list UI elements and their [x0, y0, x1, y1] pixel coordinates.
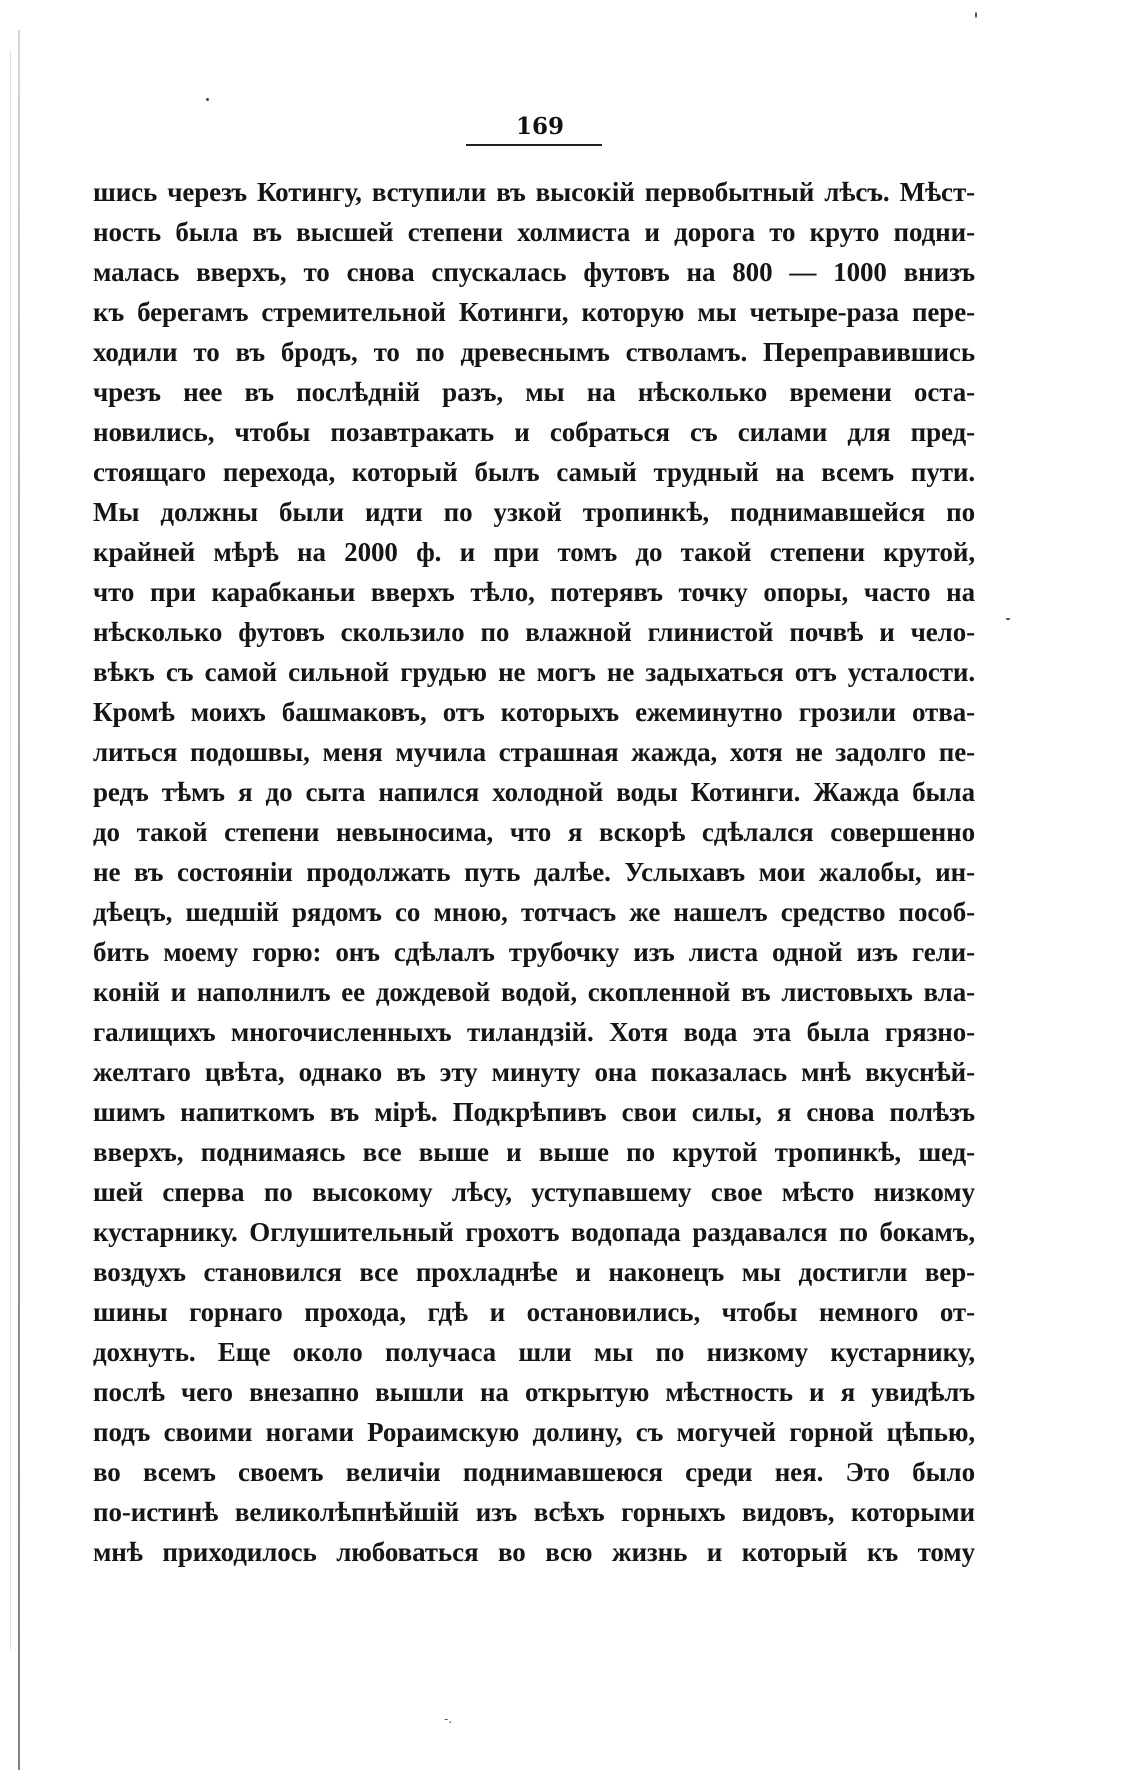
text-line: шись черезъ Котингу, вступили въ высокій первобытный лѣсъ. Мѣст-: [93, 177, 975, 207]
text-line: до такой степени невыносима, что я вскорѣ сдѣлался совершенно: [93, 817, 975, 847]
text-line: что при карабканьи вверхъ тѣло, потерявъ точку опоры, часто на: [93, 577, 975, 607]
text-line: ность была въ высшей степени холмиста и дорога то круто подни-: [93, 217, 975, 247]
text-line: шей сперва по высокому лѣсу, уступавшему свое мѣсто низкому: [93, 1177, 975, 1207]
text-line: послѣ чего внезапно вышли на открытую мѣстность и я увидѣлъ: [93, 1377, 975, 1407]
text-line: стоящаго перехода, который былъ самый трудный на всемъ пути.: [93, 457, 975, 487]
text-line: новились, чтобы позавтракать и собраться съ силами для пред-: [93, 417, 975, 447]
text-line: галищихъ многочисленныхъ тиландзій. Хотя вода эта была грязно-: [93, 1017, 975, 1047]
text-line: Мы должны были идти по узкой тропинкѣ, поднимавшейся по: [93, 497, 975, 527]
text-line: бить моему горю: онъ сдѣлалъ трубочку изъ листа одной изъ гели-: [93, 937, 975, 967]
text-line: нѣсколько футовъ скользило по влажной глинистой почвѣ и чело-: [93, 617, 975, 647]
page-binding-shadow: [10, 50, 11, 1650]
print-speck: [1006, 618, 1010, 620]
text-line: кустарнику. Оглушительный грохотъ водопада раздавался по бокамъ,: [93, 1217, 975, 1247]
text-line: коній и наполнилъ ее дождевой водой, скопленной въ листовыхъ вла-: [93, 977, 975, 1007]
text-line: дохнуть. Еще около получаса шли мы по низкому кустарнику,: [93, 1337, 975, 1367]
body-text: [93, 172, 975, 1572]
page-number: 169: [515, 113, 564, 140]
text-line: вверхъ, поднимаясь все выше и выше по крутой тропинкѣ, шед-: [93, 1137, 975, 1167]
text-line: ходили то въ бродъ, то по древеснымъ стволамъ. Переправившись: [93, 337, 975, 367]
text-line: воздухъ становился все прохладнѣе и наконецъ мы достигли вер-: [93, 1257, 975, 1287]
text-line: подъ своими ногами Рораимскую долину, съ могучей горной цѣпью,: [93, 1417, 975, 1447]
page-number-underline: [466, 144, 602, 146]
text-line: малась вверхъ, то снова спускалась футовъ на 800 — 1000 внизъ: [93, 257, 975, 287]
text-line: къ берегамъ стремительной Котинги, которую мы четыре-раза пере-: [93, 297, 975, 327]
text-line: не въ состояніи продолжать путь далѣе. Услыхавъ мои жалобы, ин-: [93, 857, 975, 887]
print-speck: [206, 98, 209, 101]
page-binding-edge: [18, 30, 20, 1770]
text-line: шины горнаго прохода, гдѣ и остановились, чтобы немного от-: [93, 1297, 975, 1327]
footer-mark: -.: [444, 1712, 453, 1726]
text-line: во всемъ своемъ величіи поднимавшеюся среди нея. Это было: [93, 1457, 975, 1487]
text-line: мнѣ приходилось любоваться во всю жизнь и который къ тому: [93, 1537, 975, 1567]
print-speck: [975, 12, 977, 18]
text-line: по-истинѣ великолѣпнѣйшій изъ всѣхъ горныхъ видовъ, которыми: [93, 1497, 975, 1527]
text-line: шимъ напиткомъ въ мірѣ. Подкрѣпивъ свои силы, я снова полѣзъ: [93, 1097, 975, 1127]
text-line: литься подошвы, меня мучила страшная жажда, хотя не задолго пе-: [93, 737, 975, 767]
text-line: Кромѣ моихъ башмаковъ, отъ которыхъ ежеминутно грозили отва-: [93, 697, 975, 727]
text-line: вѣкъ съ самой сильной грудью не могъ не задыхаться отъ усталости.: [93, 657, 975, 687]
text-line: чрезъ нее въ послѣдній разъ, мы на нѣсколько времени оста-: [93, 377, 975, 407]
text-line: редъ тѣмъ я до сыта напился холодной воды Котинги. Жажда была: [93, 777, 975, 807]
text-line: крайней мѣрѣ на 2000 ф. и при томъ до такой степени крутой,: [93, 537, 975, 567]
text-line: дѣецъ, шедшій рядомъ со мною, тотчасъ же нашелъ средство пособ-: [93, 897, 975, 927]
text-line: желтаго цвѣта, однако въ эту минуту она показалась мнѣ вкуснѣй-: [93, 1057, 975, 1087]
